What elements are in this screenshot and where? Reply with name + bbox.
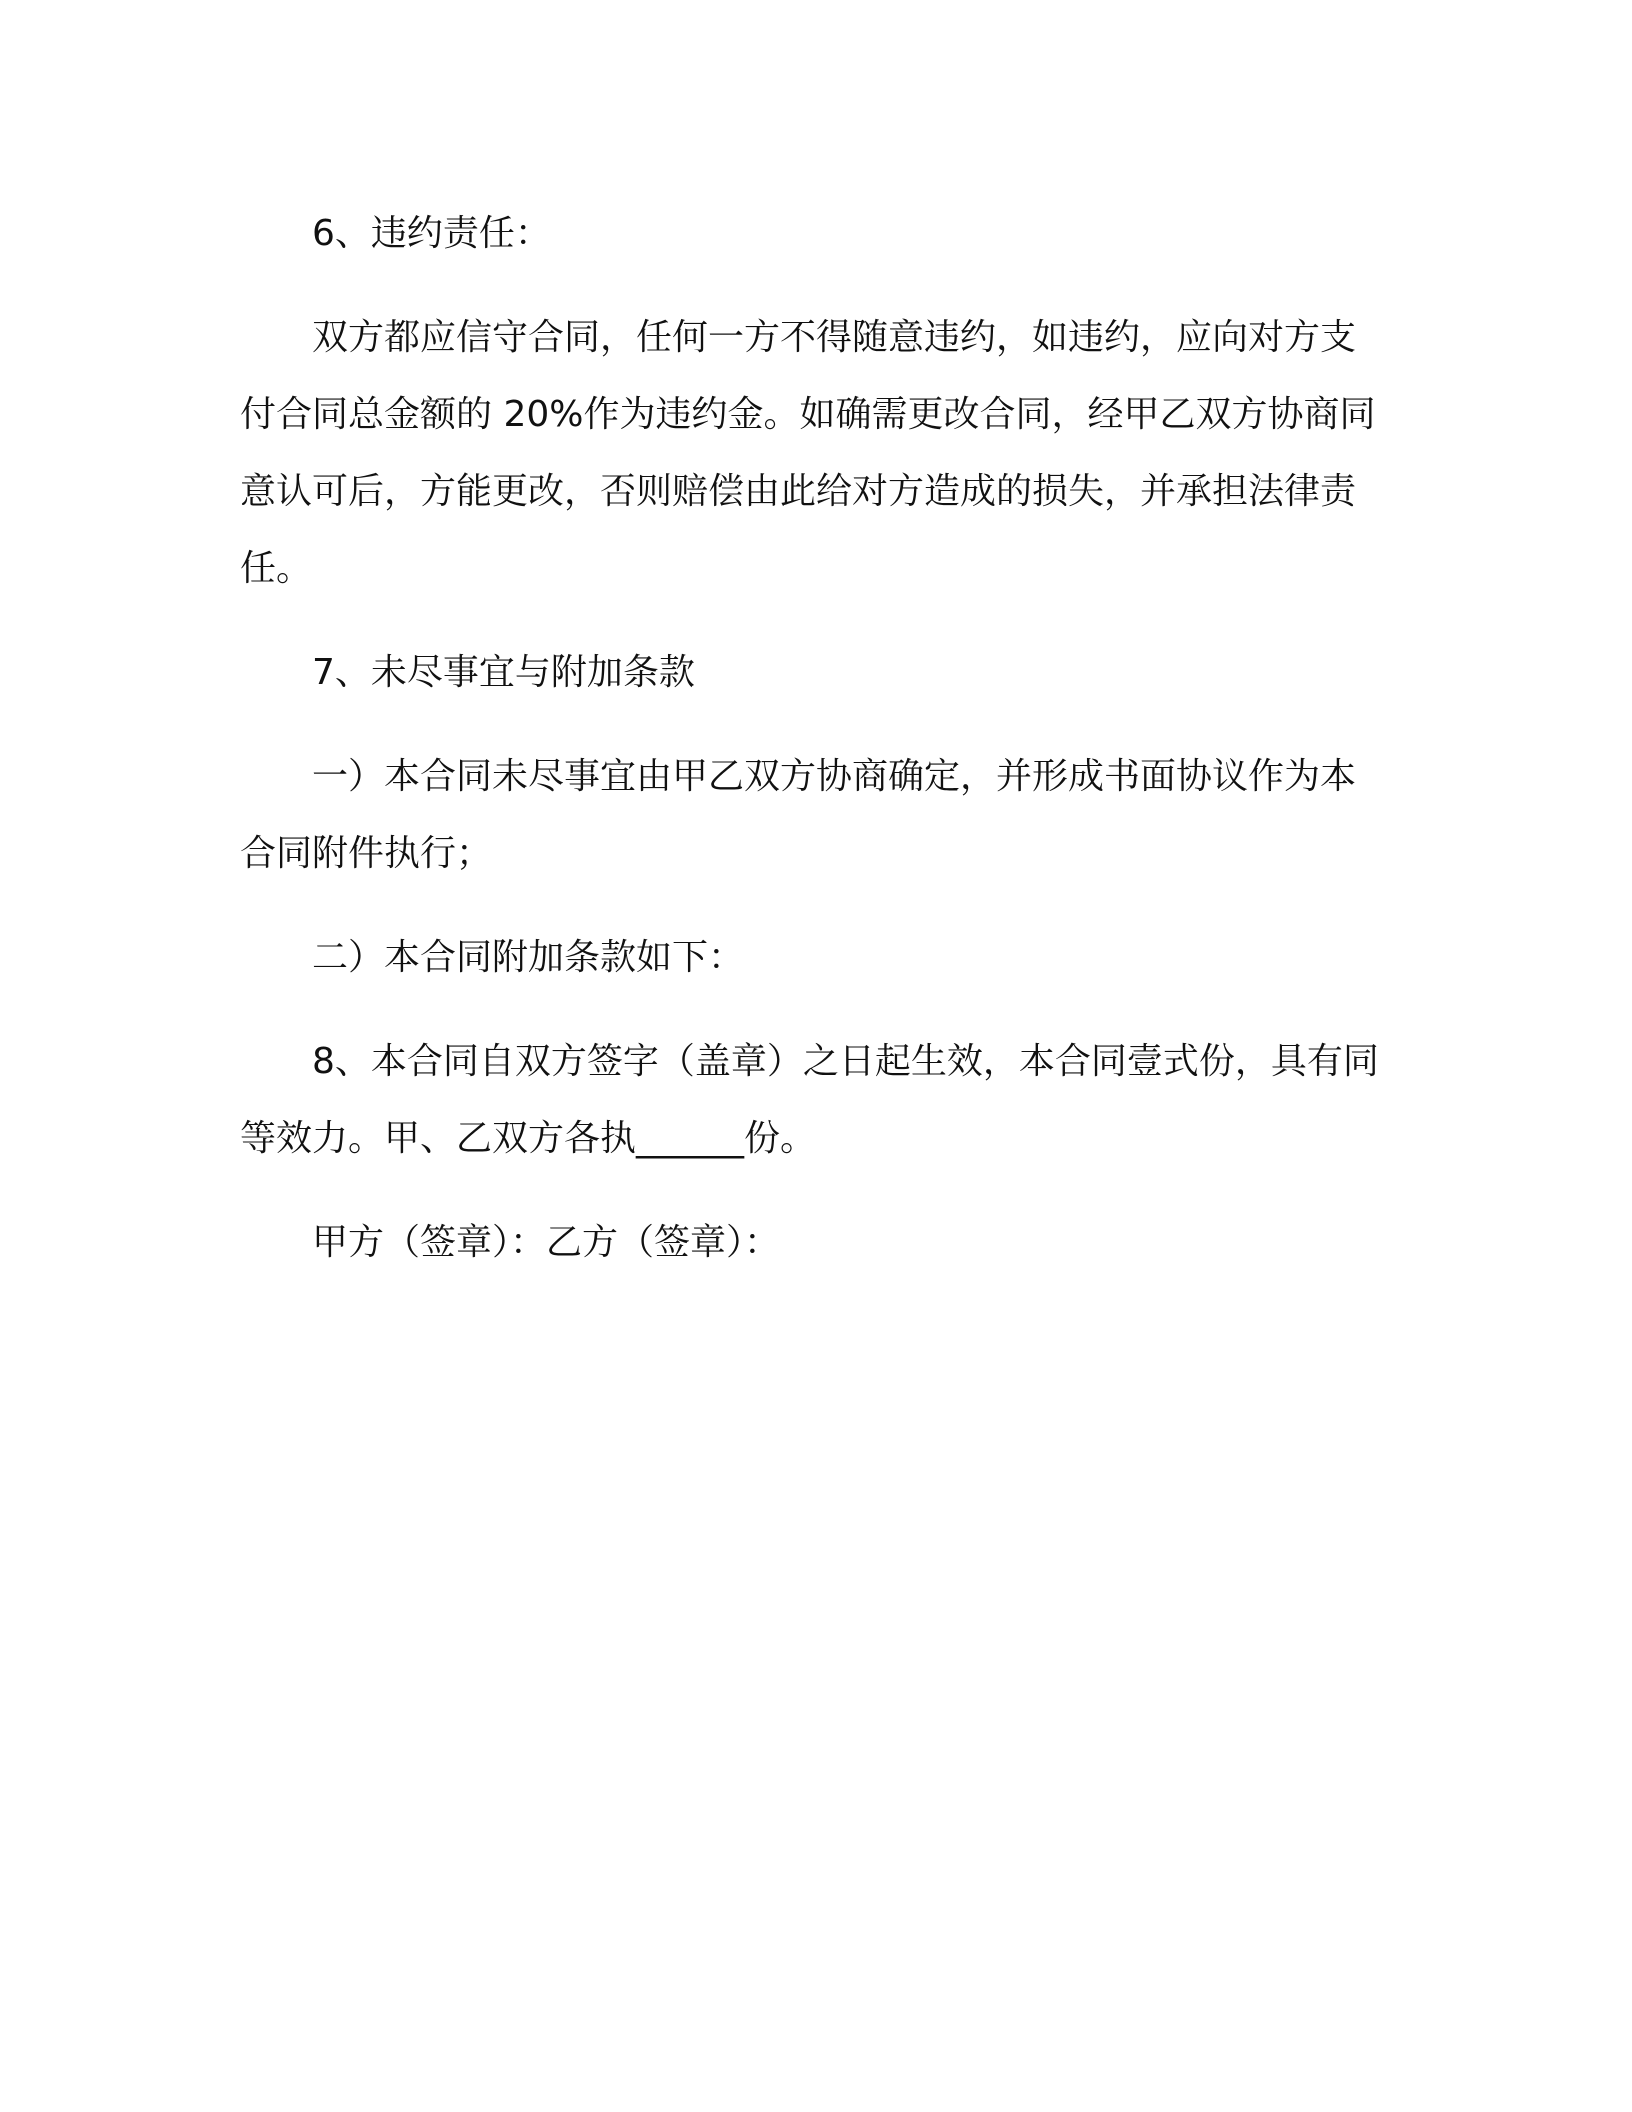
clause-7-heading: 7、未尽事宜与附加条款: [312, 652, 695, 693]
signature-line: 甲方（签章）：乙方（签章）：: [312, 1222, 781, 1263]
clause-6-text: 双方都应信守合同，任何一方不得随意违约，如违约，应向对方支付合同总金额的 20%作为违约金。如确需更改合同，经甲乙双方协商同意认可后，方能更改，否则赔偿由此给对方造成的损失，并承担法律责任。: [240, 317, 1376, 589]
clause-7-item-1: 一）本合同未尽事宜由甲乙双方协商确定，并形成书面协议作为本合同附件执行；: [240, 756, 1357, 874]
clause-7-item-2: 二）本合同附加条款如下：: [312, 937, 745, 978]
document-body: [240, 195, 1390, 1281]
clause-6-heading: 6、违约责任：: [312, 213, 551, 254]
clause-8-text: 8、本合同自双方签字（盖章）之日起生效，本合同壹式份，具有同等效力。甲、乙双方各执______份。: [240, 1041, 1379, 1159]
